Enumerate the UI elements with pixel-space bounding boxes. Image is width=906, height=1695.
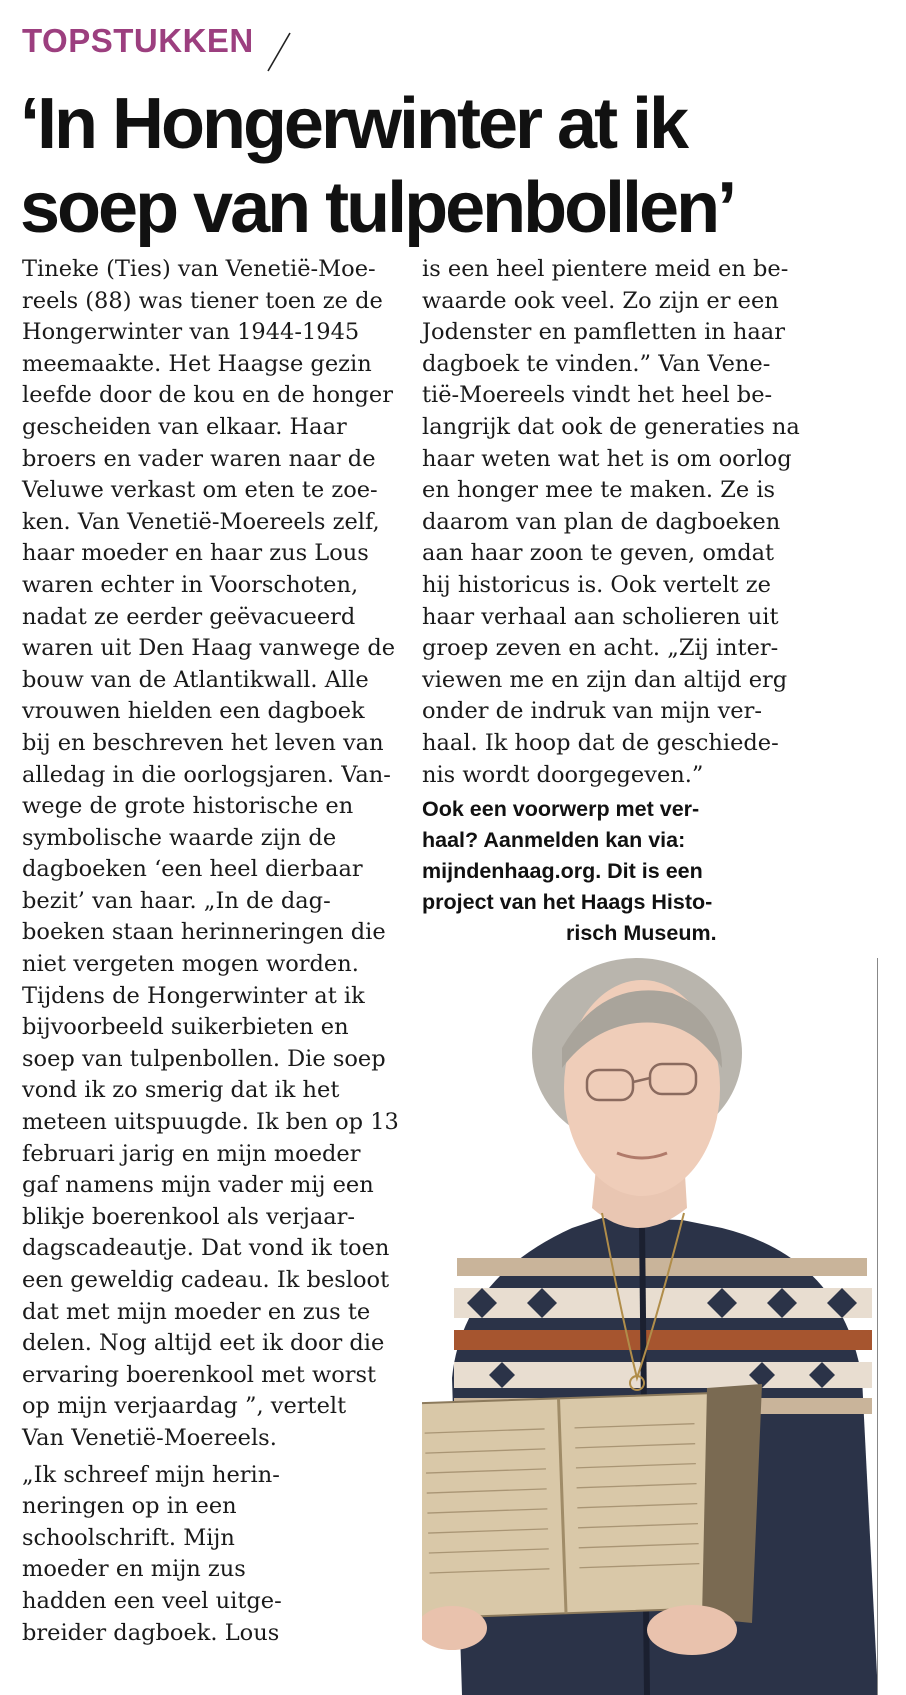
headline-line-2: soep van tulpenbollen’	[20, 168, 735, 248]
body-text-line: gaf namens mijn vader mij een	[22, 1172, 374, 1199]
body-text-line: meteen uitspuugde. Ik ben op 13	[22, 1109, 399, 1136]
body-text-line: februari jarig en mijn moeder	[22, 1140, 361, 1167]
body-column-2	[422, 254, 842, 791]
body-text-line: Tijdens de Hongerwinter at ik	[22, 982, 365, 1009]
body-text-line: onder de indruk van mijn ver-	[422, 698, 762, 725]
headline-line-1: ‘In Hongerwinter at ik	[20, 84, 687, 164]
body-text-line: bijvoorbeeld suikerbieten en	[22, 1014, 349, 1041]
rubric-slash-divider	[266, 32, 292, 72]
body-text-line: Van Venetië-Moereels.	[22, 1424, 277, 1451]
body-text-line: waren echter in Voorschoten,	[22, 571, 359, 598]
body-text-line: haar weten wat het is om oorlog	[422, 445, 792, 472]
body-text-line: haar verhaal aan scholieren uit	[422, 603, 779, 630]
body-text-line: wege de grote historische en	[22, 793, 354, 820]
body-text-line: alledag in die oorlogsjaren. Van-	[22, 761, 391, 788]
body-text-line: dagboek te vinden.” Van Vene-	[422, 350, 771, 377]
body-text-line: nis wordt doorgegeven.”	[422, 761, 704, 788]
body-text-line: soep van tulpenbollen. Die soep	[22, 1045, 386, 1072]
body-text-line: reels (88) was tiener toen ze de	[22, 287, 383, 314]
body-text-line: Hongerwinter van 1944-1945	[22, 319, 360, 346]
body-text-line: schoolschrift. Mijn	[22, 1524, 235, 1551]
body-text-line: bezit’ van haar. „In de dag-	[22, 887, 331, 914]
body-text-line: dagscadeautje. Dat vond ik toen	[22, 1235, 390, 1262]
body-text-line: delen. Nog altijd eet ik door die	[22, 1330, 385, 1357]
section-rubric: TOPSTUKKEN	[22, 22, 254, 59]
body-column-1	[22, 254, 412, 1649]
cta-text-line: project van het Haags Histo-	[422, 890, 713, 914]
body-text-line: is een heel pientere meid en be-	[422, 256, 789, 282]
body-text-line: bij en beschreven het leven van	[22, 729, 384, 756]
body-text-line: haal. Ik hoop dat de geschiede-	[422, 729, 779, 756]
body-text-line: moeder en mijn zus	[22, 1556, 246, 1583]
body-text-line: hadden een veel uitge-	[22, 1587, 282, 1614]
portrait-illustration	[422, 958, 878, 1695]
call-to-action	[422, 794, 782, 949]
body-text-line: gescheiden van elkaar. Haar	[22, 413, 347, 440]
body-text-line: breider dagboek. Lous	[22, 1619, 280, 1646]
body-text-line: boeken staan herinneringen die	[22, 919, 386, 946]
body-text-line: Jodenster en pamfletten in haar	[422, 319, 785, 346]
body-text-line: op mijn verjaardag ”, vertelt	[22, 1393, 347, 1420]
body-text-line: viewen me en zijn dan altijd erg	[422, 666, 788, 693]
body-text-line: haar moeder en haar zus Lous	[22, 540, 369, 567]
body-text-line: aan haar zoon te geven, omdat	[422, 540, 775, 567]
body-text-line: ervaring boerenkool met worst	[22, 1361, 377, 1388]
portrait-photo	[422, 958, 878, 1695]
body-text-line: waren uit Den Haag vanwege de	[22, 635, 396, 662]
body-text-line: Veluwe verkast om eten te zoe-	[22, 477, 378, 504]
body-text-line: nadat ze eerder geëvacueerd	[22, 603, 356, 630]
body-text-line: Tineke (Ties) van Venetië-Moe-	[22, 256, 376, 282]
body-text-line: een geweldig cadeau. Ik besloot	[22, 1267, 390, 1293]
body-text-line: vrouwen hielden een dagboek	[22, 698, 365, 725]
body-text-line: waarde ook veel. Zo zijn er een	[422, 287, 779, 314]
body-text-line: bouw van de Atlantikwall. Alle	[22, 666, 369, 693]
body-text-line: meemaakte. Het Haagse gezin	[22, 350, 372, 377]
body-text-line: daarom van plan de dagboeken	[422, 508, 781, 535]
body-text-line: niet vergeten mogen worden.	[22, 951, 359, 978]
body-text-line: langrijk dat ook de generaties na	[422, 413, 800, 440]
body-text-line: groep zeven en acht. „Zij inter-	[422, 635, 779, 662]
body-text-line: hij historicus is. Ook vertelt ze	[422, 571, 771, 598]
body-text-line: vond ik zo smerig dat ik het	[22, 1077, 340, 1104]
photo-border-line	[877, 958, 878, 1695]
body-text-line: neringen op in een	[22, 1493, 237, 1520]
body-text-line: symbolische waarde zijn de	[22, 824, 337, 851]
cta-text-line: risch Museum.	[566, 921, 717, 945]
body-text-line: en honger mee te maken. Ze is	[422, 477, 776, 504]
cta-text-line: Ook een voorwerp met ver-	[422, 797, 700, 821]
body-text-line: broers en vader waren naar de	[22, 445, 376, 472]
body-text-line: dagboeken ‘een heel dierbaar	[22, 856, 363, 883]
cta-text-line: mijndenhaag.org. Dit is een	[422, 859, 703, 883]
body-text-line: leefde door de kou en de honger	[22, 382, 393, 409]
article-headline	[20, 82, 900, 250]
body-text-line: dat met mijn moeder en zus te	[22, 1298, 371, 1325]
body-text-line: ken. Van Venetië-Moereels zelf,	[22, 508, 380, 535]
body-text-line: „Ik schreef mijn herin-	[22, 1461, 280, 1488]
body-text-line: blikje boerenkool als verjaar-	[22, 1203, 356, 1230]
body-text-line: tië-Moereels vindt het heel be-	[422, 382, 773, 409]
cta-text-line: haal? Aanmelden kan via:	[422, 828, 686, 852]
